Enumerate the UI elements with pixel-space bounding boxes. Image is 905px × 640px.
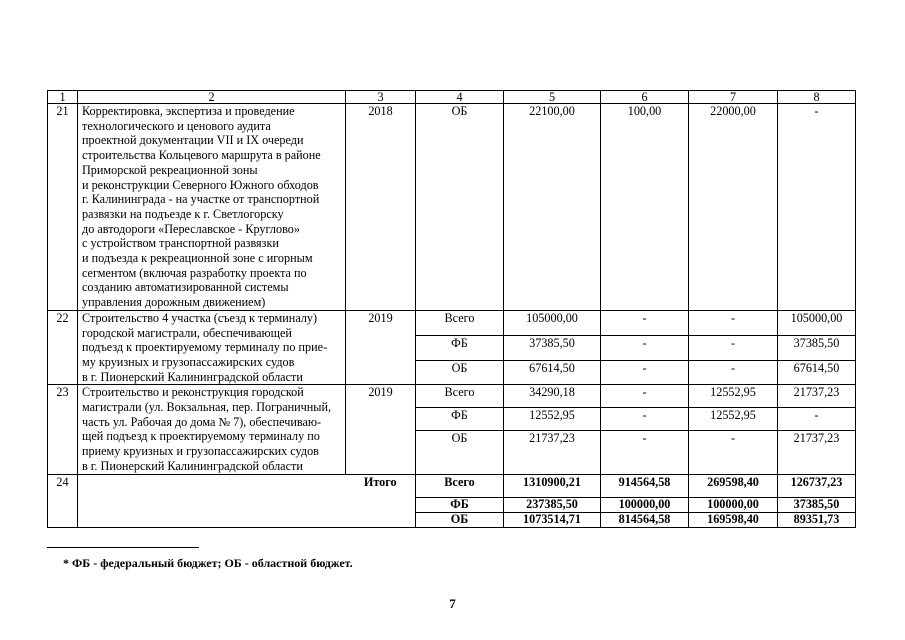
col8-value: -: [778, 104, 856, 311]
description-line: до автодороги «Переславское - Круглово»: [82, 221, 300, 236]
description-line: в г. Пионерский Калининградской области: [82, 458, 303, 473]
description-line: Корректировка, экспертиза и проведение: [82, 104, 295, 118]
footnote-divider: [47, 547, 199, 548]
col5-value: 12552,95: [504, 408, 601, 431]
col5-value: 1073514,71: [504, 512, 601, 527]
col6-value: 100,00: [601, 104, 689, 311]
table-header-row: [48, 91, 856, 104]
col6-value: -: [601, 431, 689, 474]
row-source: ФБ: [416, 335, 504, 360]
col5-value: 22100,00: [504, 104, 601, 311]
col6-value: -: [601, 310, 689, 335]
description-line: му круизных и грузопассажирских судов: [82, 354, 295, 369]
totals-spacer: [78, 474, 346, 527]
col7-value: 100000,00: [689, 497, 778, 512]
header-cell: 4: [416, 91, 504, 104]
col6-value: 814564,58: [601, 512, 689, 527]
description-line: Строительство и реконструкция городской: [82, 385, 304, 400]
header-cell: 7: [689, 91, 778, 104]
col6-value: -: [601, 408, 689, 431]
header-cell: 8: [778, 91, 856, 104]
footnote-text: * ФБ - федеральный бюджет; ОБ - областной бюджет.: [63, 556, 353, 570]
description-line: городской магистрали, обеспечивающей: [82, 325, 292, 340]
col5-value: 37385,50: [504, 335, 601, 360]
col8-value: 126737,23: [778, 474, 856, 497]
description-line: и подъезда к рекреационной зоне с игорным: [82, 251, 313, 266]
col7-value: -: [689, 360, 778, 385]
description-line: сегментом (включая разработку проекта по: [82, 265, 307, 280]
row-year: 2019: [346, 310, 416, 385]
totals-label: Итого: [346, 474, 416, 527]
row-year: 2019: [346, 385, 416, 474]
row-source: Всего: [416, 385, 504, 408]
row-number: 21: [48, 104, 78, 311]
col6-value: -: [601, 385, 689, 408]
col7-value: -: [689, 335, 778, 360]
col8-value: 67614,50: [778, 360, 856, 385]
description-line: приему круизных и грузопассажирских судов: [82, 444, 319, 459]
col5-value: 237385,50: [504, 497, 601, 512]
page-number: 7: [449, 596, 456, 611]
description-line: проектной документации VII и IX очереди: [82, 133, 304, 148]
description-line: магистрали (ул. Вокзальная, пер. Пограничный,: [82, 400, 332, 415]
col7-value: 169598,40: [689, 512, 778, 527]
row-description: [78, 385, 346, 474]
col8-value: 21737,23: [778, 385, 856, 408]
description-line: г. Калининграда - на участке от транспортной: [82, 192, 320, 207]
header-cell: 3: [346, 91, 416, 104]
row-source: ОБ: [416, 104, 504, 311]
description-line: созданию автоматизированной системы: [82, 280, 289, 295]
description-line: часть ул. Рабочая до дома № 7), обеспечиваю-: [82, 414, 322, 429]
budget-table: [47, 90, 856, 528]
row-source: Всего: [416, 310, 504, 335]
row-number: 24: [48, 474, 78, 527]
row-source: ФБ: [416, 408, 504, 431]
table-row: [48, 104, 856, 311]
row-description: [78, 310, 346, 385]
col7-value: -: [689, 431, 778, 474]
col5-value: 1310900,21: [504, 474, 601, 497]
col7-value: 12552,95: [689, 408, 778, 431]
description-line: развязки на подъезде к г. Светлогорску: [82, 206, 284, 221]
col8-value: 105000,00: [778, 310, 856, 335]
col7-value: -: [689, 310, 778, 335]
row-number: 22: [48, 310, 78, 385]
description-line: строительства Кольцевого маршрута в районе: [82, 148, 321, 163]
col7-value: 22000,00: [689, 104, 778, 311]
description-line: подъезд к проектируемому терминалу по прие-: [82, 340, 328, 355]
header-cell: 1: [48, 91, 78, 104]
row-number: 23: [48, 385, 78, 474]
row-source: ФБ: [416, 497, 504, 512]
totals-row: [48, 474, 856, 497]
description-line: управления дорожным движением): [82, 295, 266, 310]
row-source: ОБ: [416, 360, 504, 385]
row-description: [78, 104, 346, 311]
table-row: [48, 310, 856, 335]
description-line: с устройством транспортной развязки: [82, 236, 279, 251]
description-line: Приморской рекреационной зоны: [82, 162, 258, 177]
row-source: ОБ: [416, 431, 504, 474]
description-line: технологического и ценового аудита: [82, 118, 271, 133]
row-source: Всего: [416, 474, 504, 497]
col8-value: 21737,23: [778, 431, 856, 474]
col5-value: 67614,50: [504, 360, 601, 385]
col7-value: 12552,95: [689, 385, 778, 408]
col6-value: -: [601, 360, 689, 385]
col6-value: 100000,00: [601, 497, 689, 512]
row-source: ОБ: [416, 512, 504, 527]
col5-value: 34290,18: [504, 385, 601, 408]
row-year: 2018: [346, 104, 416, 311]
header-cell: 2: [78, 91, 346, 104]
table-row: [48, 385, 856, 408]
col6-value: -: [601, 335, 689, 360]
col8-value: 37385,50: [778, 497, 856, 512]
col8-value: 37385,50: [778, 335, 856, 360]
header-cell: 5: [504, 91, 601, 104]
description-line: в г. Пионерский Калининградской области: [82, 369, 303, 384]
col5-value: 105000,00: [504, 310, 601, 335]
col8-value: -: [778, 408, 856, 431]
description-line: и реконструкции Северного Южного обходов: [82, 177, 319, 192]
col8-value: 89351,73: [778, 512, 856, 527]
description-line: щей подъезд к проектируемому терминалу по: [82, 429, 320, 444]
header-cell: 6: [601, 91, 689, 104]
col6-value: 914564,58: [601, 474, 689, 497]
col5-value: 21737,23: [504, 431, 601, 474]
col7-value: 269598,40: [689, 474, 778, 497]
description-line: Строительство 4 участка (съезд к терминалу): [82, 310, 318, 325]
